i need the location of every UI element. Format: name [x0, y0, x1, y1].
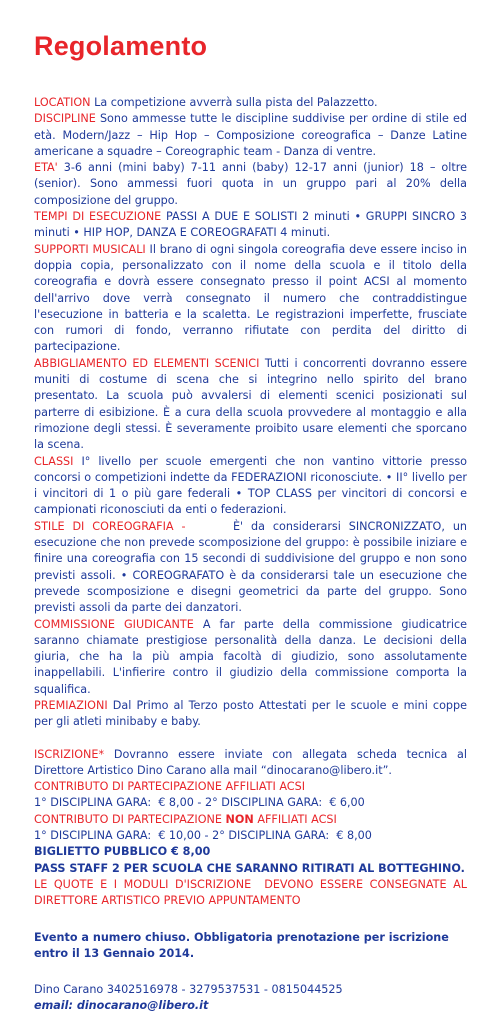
- spacer: [34, 962, 467, 982]
- section-label: CLASSI: [34, 454, 74, 468]
- section-eta: [34, 160, 467, 209]
- section-text: Dal Primo al Terzo posto Attestati per le scuole e mini coppe per gli atleti minibaby e baby.: [34, 698, 467, 729]
- section-iscrizione: [34, 747, 467, 780]
- spacer: [34, 731, 467, 747]
- section-text: Sono ammesse tutte le discipline suddivise per ordine di stile ed età. Modern/Jazz – Hip Hop – Composizione coreografica – Danze Latine americane a squadre – Coreographic team - Danza di ventre.: [34, 112, 467, 158]
- contributo-non-affiliati: [34, 812, 467, 828]
- quote-affiliati: 1° DISCIPLINA GARA: € 8,00 - 2° DISCIPLINA GARA: € 6,00: [34, 796, 365, 810]
- section-classi: [34, 454, 467, 519]
- section-label: TEMPI DI ESECUZIONE: [34, 210, 162, 224]
- section-label: PREMIAZIONI: [34, 698, 108, 712]
- section-text: 3-6 anni (mini baby) 7-11 anni (baby) 12-17 anni (junior) 18 – oltre (senior). Sono ammessi fuori quota in un gruppo pari al 20% della composizione del gruppo.: [34, 161, 467, 207]
- evento-notice: Evento a numero chiuso. Obbligatoria prenotazione per iscrizione entro il 13 Gennaio 2014.: [34, 930, 449, 960]
- section-location: [34, 95, 467, 111]
- contact-phones: Dino Carano 3402516978 - 3279537531 - 0815044525: [34, 983, 343, 997]
- section-text: Dovranno essere inviate con allegata scheda tecnica al Direttore Artistico Dino Carano alla mail “dinocarano@libero.it”.: [34, 747, 467, 777]
- section-label: DISCIPLINE: [34, 112, 96, 126]
- page-title: Regolamento: [34, 31, 208, 61]
- section-text: A far parte della commissione giudicatrice saranno chiamate prestigiose personalità della danza. Le decisioni della giuria, che ha la più ampia facoltà di giudizio, sono assolutamente inappellabili. L'infierire contro il giudizio della commissione comporta la squalifica.: [34, 617, 467, 696]
- contributo-non-post: AFFILIATI ACSI: [253, 812, 337, 826]
- section-label: ISCRIZIONE*: [34, 747, 105, 761]
- section-text: È' da considerarsi SINCRONIZZATO, un esecuzione che non prevede scomposizione del gruppo: è possibile iniziare e finire una coreografia con 15 secondi di suddivisione del gruppo e non sono previsti assoli. • COREOGRAFATO è da considerarsi tale un esecuzione che prevede scomposizione e disegni geometrici da parte del gruppo. Sono previsti assoli da parte dei danzatori.: [34, 519, 471, 615]
- section-text: La competizione avverrà sulla pista del Palazzetto.: [90, 96, 378, 109]
- pass-staff: PASS STAFF 2 PER SCUOLA CHE SARANNO RITIRATI AL BOTTEGHINO.: [34, 861, 465, 875]
- section-label: COMMISSIONE GIUDICANTE: [34, 617, 194, 631]
- section-stile: [34, 519, 471, 617]
- section-label: ETA': [34, 161, 58, 175]
- section-text: PASSI A DUE E SOLISTI 2 minuti • GRUPPI SINCRO 3 minuti • HIP HOP, DANZA E COREOGRAFATI 4 minuti.: [34, 210, 467, 240]
- section-text: I° livello per scuole emergenti che non vantino vittorie presso concorsi o competizioni indette da FEDERAZIONI riconosciute. • II° livello per i vincitori di 1 o più gare federali • TOP CLASS per vincitori di concorsi e campionati riconosciuti da enti o federazioni.: [34, 454, 467, 517]
- contributo-affiliati: CONTRIBUTO DI PARTECIPAZIONE AFFILIATI ACSI: [34, 780, 306, 794]
- contributo-non-pre: CONTRIBUTO DI PARTECIPAZIONE: [34, 812, 226, 826]
- spacer: [34, 910, 467, 930]
- section-premiazioni: [34, 698, 467, 731]
- section-label: SUPPORTI MUSICALI: [34, 242, 146, 256]
- section-tempi: [34, 209, 467, 242]
- section-label: STILE DI COREOGRAFIA -: [34, 519, 186, 533]
- section-label: ABBIGLIAMENTO ED ELEMENTI SCENICI: [34, 356, 260, 370]
- quote-non-affiliati: 1° DISCIPLINA GARA: € 10,00 - 2° DISCIPLINA GARA: € 8,00: [34, 829, 372, 843]
- contributo-non-bold: NON: [225, 812, 254, 826]
- section-text: Il brano di ogni singola coreografia deve essere inciso in doppia copia, personalizzato con il nome della scuola e il titolo della coreografia e dovrà essere consegnato presso il point ACSI al momento dell'arrivo dove verrà consegnato il numero che contraddistingue l'esecuzione in batteria e la scaletta. Le registrazioni imperfette, frusciate con rumori di fondo, verranno rifiutate con perdita del diritto di partecipazione.: [34, 242, 467, 354]
- section-abbigliamento: [34, 356, 467, 454]
- section-text: Tutti i concorrenti dovranno essere muniti di costume di scena che si integrino nello spirito del brano presentato. La scuola può avvalersi di elementi scenici posizionati sul parterre di esibizione. È a cura della scuola provvedere al montaggio e alla rimozione degli stessi. È severamente proibito usare elementi che sporcano la scena.: [34, 356, 468, 452]
- section-supporti: [34, 242, 467, 356]
- contact-email[interactable]: email: dinocarano@libero.it: [34, 999, 209, 1013]
- biglietto-pubblico: BIGLIETTO PUBBLICO € 8,00: [34, 845, 211, 859]
- section-label: LOCATION: [34, 96, 91, 109]
- section-discipline: [34, 111, 467, 160]
- quote-moduli-notice: LE QUOTE E I MODULI D'ISCRIZIONE DEVONO ESSERE CONSEGNATE AL DIRETTORE ARTISTICO PREVIO APPUNTAMENTO: [34, 877, 471, 908]
- section-commissione: [34, 617, 467, 698]
